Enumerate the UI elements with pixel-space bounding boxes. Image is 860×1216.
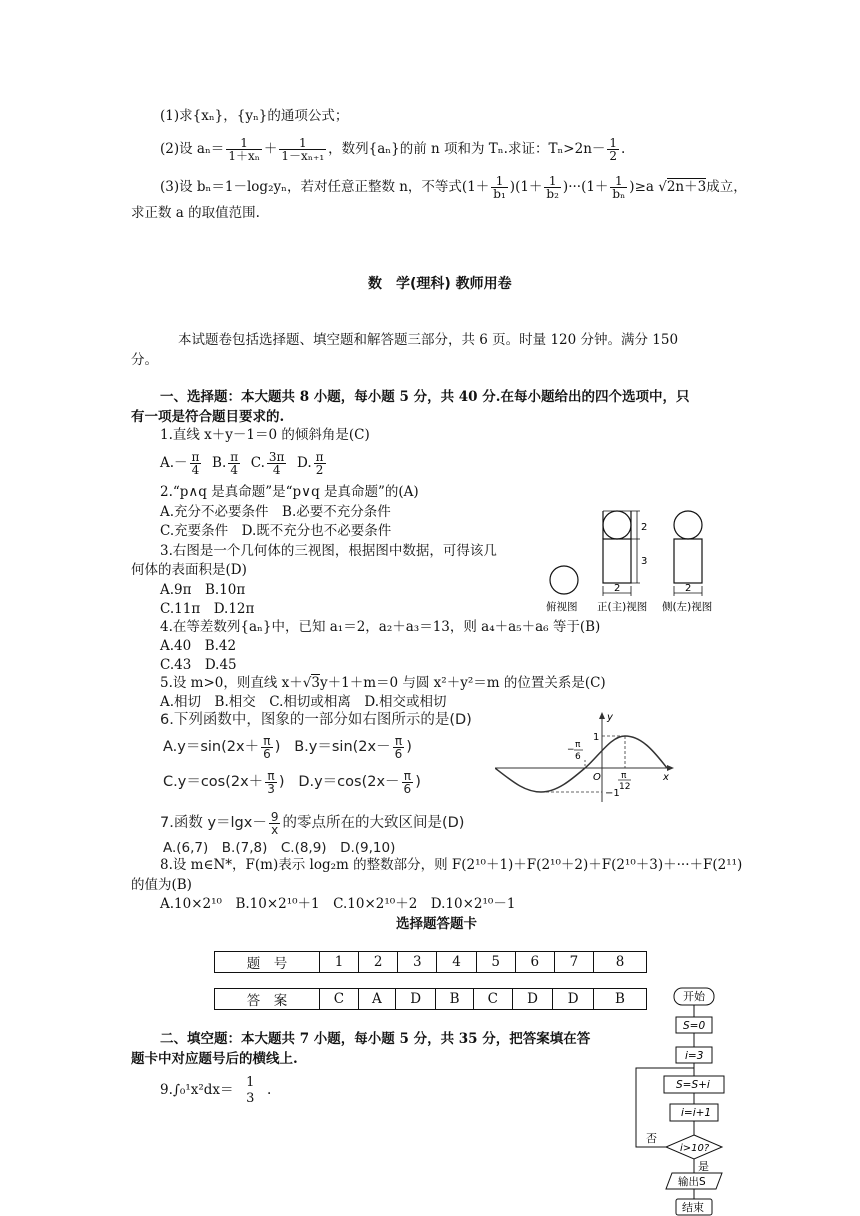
- q4-options-1: A.40 B.42: [160, 638, 237, 654]
- x-right-num: π: [621, 771, 627, 781]
- x-axis-label: x: [663, 772, 669, 783]
- answer-cell: D: [553, 989, 594, 1010]
- front-view-rect: [603, 539, 631, 583]
- section1-heading: 一、选择题：本大题共 8 小题，每小题 5 分，共 40 分.在每小题给出的四个选项中，只: [160, 389, 690, 405]
- row-label: 题 号: [215, 952, 320, 973]
- answer-cell: D: [395, 989, 436, 1010]
- front-view-circle: [603, 511, 631, 539]
- q1-stem: 1.直线 x＋y－1＝0 的倾斜角是(C): [160, 427, 370, 443]
- fraction: $\frac{1}{\text{bₙ}}$: [612, 174, 626, 201]
- section2-heading: 二、填空题：本大题共 7 小题，每小题 5 分，共 35 分，把答案填在答: [160, 1031, 591, 1047]
- question-number: 4: [437, 952, 476, 973]
- question-number: 6: [515, 952, 554, 973]
- question-number: 8: [594, 952, 647, 973]
- flow-s-update-text: S=S+i: [676, 1079, 710, 1091]
- x-left-num: π: [575, 740, 581, 750]
- q4-options-2: C.43 D.45: [160, 657, 237, 673]
- q3-options-2: C.11π D.12π: [160, 601, 255, 617]
- question-number: 7: [554, 952, 593, 973]
- side-view-label: 侧(左)视图: [662, 601, 713, 613]
- question-number: 5: [476, 952, 515, 973]
- flow-yes-label: 是: [698, 1160, 709, 1173]
- answer-cell: B: [594, 989, 647, 1010]
- q1-options: A.－ $\frac{\pi}{4}$ B. $\frac{\pi}{4}$ C. $\frac{3\pi}{4}$ D. $\frac{\pi}{2}$: [160, 450, 324, 477]
- sqrt-sign: √: [302, 675, 312, 691]
- side-view-circle: [674, 511, 702, 539]
- flow-condition-text: i>10?: [680, 1143, 710, 1154]
- flow-i-update-text: i=i+1: [681, 1107, 712, 1119]
- q9: 9.∫₀¹x²dx＝ 1 3 .: [160, 1074, 272, 1106]
- dim-label: 2: [641, 522, 648, 533]
- fraction: $\frac{1}{\text{b₂}}$: [546, 174, 559, 201]
- flowchart: [630, 984, 740, 1216]
- answer-card-title: 选择题答题卡: [396, 916, 477, 932]
- q3-options-1: A.9π B.10π: [160, 582, 246, 598]
- prev-part-3-line2: 求正数 a 的取值范围.: [131, 205, 260, 221]
- dim-label: 3: [641, 556, 648, 567]
- x-left-den: 6: [575, 752, 581, 762]
- q6-options-ab: A.y＝sin(2x＋ $\frac{\pi}{6}$ ) B.y＝sin(2x－ $\frac{\pi}{6}$ ): [163, 733, 412, 761]
- prev-part-3: (3)设 bₙ＝1－log₂yₙ，若对任意正整数 n，不等式(1＋ $\frac{1}{\text{b₁}}$ )(1＋ $\frac{1}{\text{b₂}}$ )···(1＋ $\frac{1}{\text{bₙ}}$ )≥a √2n＋3成立，: [160, 174, 747, 201]
- q2-options-1: A.充分不必要条件 B.必要不充分条件: [160, 504, 391, 520]
- flow-output-text: 输出S: [678, 1176, 706, 1188]
- x-right-den: 12: [619, 782, 631, 792]
- fraction: $\frac{1}{\text{1＋xₙ}}$: [228, 136, 260, 163]
- intro-line-1: 本试题卷包括选择题、填空题和解答题三部分，共 6 页。时量 120 分钟。满分 150: [178, 332, 679, 348]
- fraction: $\frac{1}{2}$: [609, 136, 618, 163]
- dim-label: 2: [685, 583, 692, 594]
- q7-stem: 7.函数 y＝lgx－ $\frac{9}{x}$ 的零点所在的大致区间是(D): [160, 809, 465, 837]
- paper-title: 数 学(理科) 教师用卷: [368, 276, 512, 292]
- curve: [495, 736, 667, 792]
- dim-label: 2: [614, 583, 621, 594]
- answer-cell: C: [320, 989, 359, 1010]
- three-view-diagram: [540, 508, 730, 616]
- side-view-rect: [674, 539, 702, 583]
- question-number: 2: [359, 952, 398, 973]
- q6-options-cd: C.y＝cos(2x＋ $\frac{\pi}{3}$ ) D.y＝cos(2x－ $\frac{\pi}{6}$ ): [163, 768, 421, 796]
- answer-cell: D: [512, 989, 553, 1010]
- prev-part-2: (2)设 aₙ＝ $\frac{1}{\text{1＋xₙ}}$ ＋ $\frac{1}{\text{1－xₙ₊₁}}$ ，数列{aₙ}的前 n 项和为 Tₙ.求证：Tₙ>2n－ $\frac{1}{2}$ .: [160, 136, 626, 163]
- top-view-circle: [550, 566, 578, 594]
- q3-stem-line2: 何体的表面积是(D): [131, 562, 247, 578]
- flow-no-label: 否: [646, 1132, 657, 1145]
- flow-s-init-text: S=0: [683, 1020, 706, 1032]
- section2-heading-line2: 题卡中对应题号后的横线上.: [131, 1051, 298, 1067]
- q6-stem: 6.下列函数中，图象的一部分如右图所示的是(D): [160, 712, 472, 728]
- row-label: 答 案: [215, 989, 320, 1010]
- flow-i-init-text: i=3: [685, 1050, 704, 1062]
- flow-end-text: 结束: [682, 1201, 704, 1214]
- y-min-label: −1: [605, 788, 620, 799]
- front-view-label: 正(主)视图: [597, 601, 648, 613]
- question-number: 3: [398, 952, 437, 973]
- answer-cell: A: [358, 989, 395, 1010]
- fraction: $\frac{1}{\text{1－xₙ₊₁}}$: [281, 136, 325, 163]
- sqrt-sign: √: [653, 179, 667, 195]
- q8-stem: 8.设 m∈N*，F(m)表示 log₂m 的整数部分，则 F(2¹⁰＋1)＋F(2¹⁰＋2)＋F(2¹⁰＋3)＋···＋F(2¹¹): [160, 857, 743, 873]
- q2-options-2: C.充要条件 D.既不充分也不必要条件: [160, 523, 392, 539]
- y-max-label: 1: [593, 732, 600, 743]
- q8-options: A.10×2¹⁰ B.10×2¹⁰＋1 C.10×2¹⁰＋2 D.10×2¹⁰－1: [160, 896, 516, 912]
- prev-part-1: (1)求{xₙ}，{yₙ}的通项公式；: [160, 108, 349, 124]
- answer-card-numbers-table: [214, 951, 647, 973]
- question-number: 1: [320, 952, 359, 973]
- q2-stem: 2.“p∧q 是真命题”是“p∨q 是真命题”的(A): [160, 484, 419, 500]
- answer-cell: C: [473, 989, 512, 1010]
- q7-options: A.(6,7) B.(7,8) C.(8,9) D.(9,10): [163, 840, 396, 856]
- q5-stem: 5.设 m>0，则直线 x＋√3y＋1＋m＝0 与圆 x²＋y²＝m 的位置关系是(C): [160, 675, 606, 691]
- top-view-label: 俯视图: [546, 601, 578, 613]
- q5-options: A.相切 B.相交 C.相切或相离 D.相交或相切: [160, 694, 447, 710]
- intro-line-2: 分。: [131, 352, 158, 368]
- section1-heading-line2: 有一项是符合题目要求的.: [131, 409, 285, 425]
- q8-stem-line2: 的值为(B): [131, 877, 192, 893]
- x-left-sign: −: [567, 745, 575, 755]
- answer-cell: B: [436, 989, 473, 1010]
- q3-stem: 3.右图是一个几何体的三视图，根据图中数据，可得该几: [160, 543, 497, 559]
- q4-stem: 4.在等差数列{aₙ}中，已知 a₁＝2，a₂＋a₃＝13，则 a₄＋a₅＋a₆ 等于(B): [160, 619, 601, 635]
- origin-label: O: [593, 772, 601, 783]
- sine-graph: [495, 710, 675, 804]
- flow-start-text: 开始: [683, 990, 705, 1003]
- fraction: $\frac{1}{\text{b₁}}$: [493, 174, 506, 201]
- y-axis-label: y: [607, 712, 613, 723]
- answer-card-answers-table: [214, 988, 647, 1010]
